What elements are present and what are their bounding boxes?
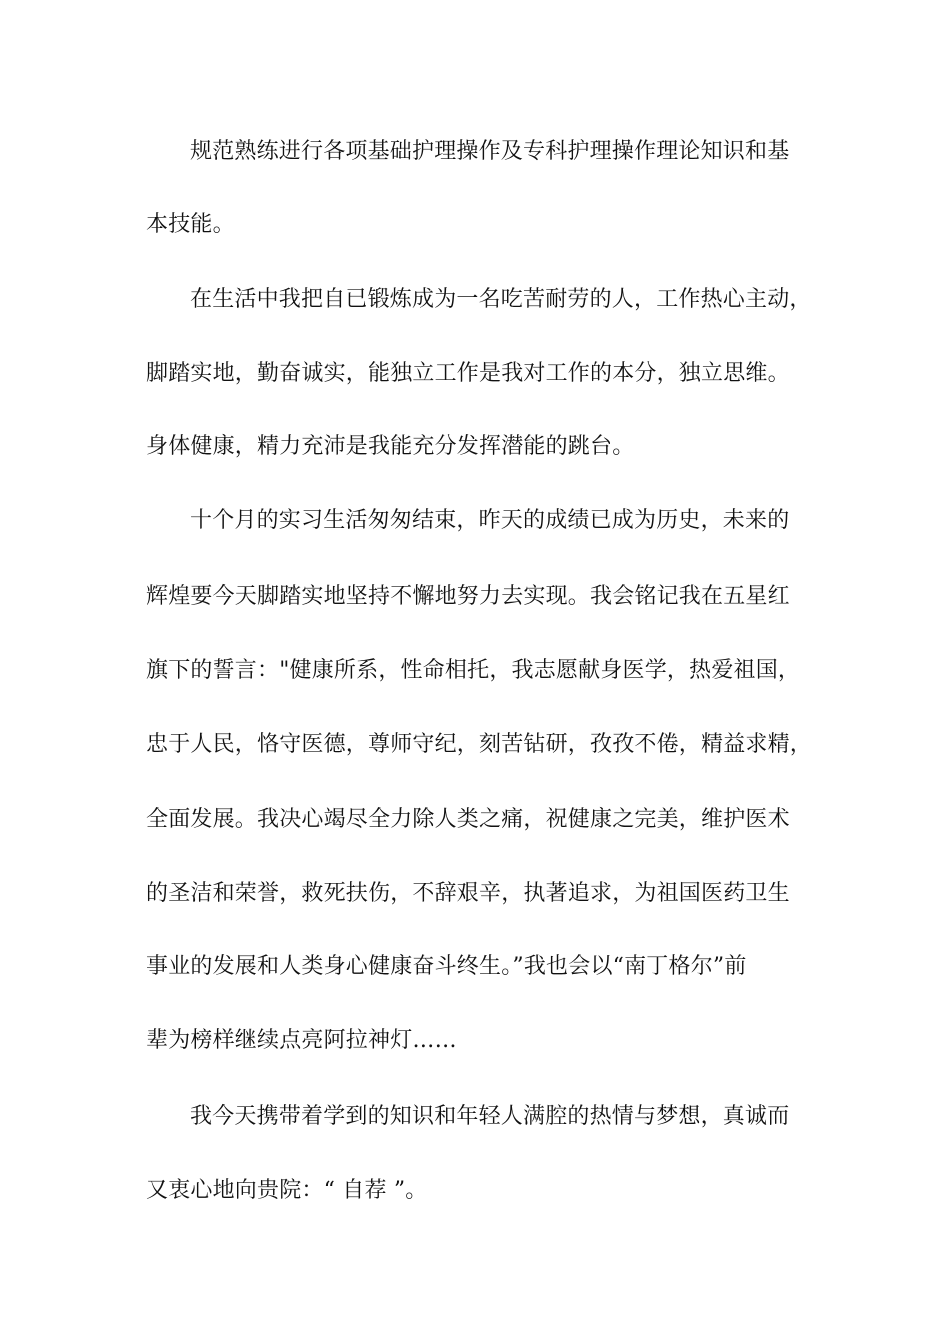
paragraph-2-line-2: 脚踏实地，勤奋诚实，能独立工作是我对工作的本分，独立思维。	[146, 361, 790, 386]
paragraph-3-line-8: 辈为榜样继续点亮阿拉神灯……	[146, 1028, 457, 1053]
paragraph-1-line-1: 规范熟练进行各项基础护理操作及专科护理操作理论知识和基	[190, 139, 790, 164]
paragraph-1-line-2: 本技能。	[146, 212, 235, 237]
paragraph-3-line-3: 旗下的誓言："健康所系，性命相托，我志愿献身医学，热爱祖国，	[146, 658, 801, 683]
paragraph-3-line-5: 全面发展。我决心竭尽全力除人类之痛，祝健康之完美，维护医术	[146, 807, 790, 832]
paragraph-3-line-7: 事业的发展和人类身心健康奋斗终生。”我也会以“南丁格尔”前	[146, 954, 747, 979]
paragraph-4-line-1: 我今天携带着学到的知识和年轻人满腔的热情与梦想，真诚而	[190, 1104, 790, 1129]
paragraph-2-line-1: 在生活中我把自已锻炼成为一名吃苦耐劳的人，工作热心主动，	[190, 287, 812, 312]
paragraph-3-line-6: 的圣洁和荣誉，救死扶伤，不辞艰辛，执著追求，为祖国医药卫生	[146, 881, 790, 906]
paragraph-3-line-4: 忠于人民，恪守医德，尊师守纪，刻苦钻研，孜孜不倦，精益求精，	[146, 732, 813, 757]
paragraph-3-line-1: 十个月的实习生活匆匆结束，昨天的成绩已成为历史，未来的	[190, 508, 790, 533]
paragraph-2-line-3: 身体健康，精力充沛是我能充分发挥潜能的跳台。	[146, 434, 635, 459]
paragraph-4-line-2: 又衷心地向贵院：“ 自荐 ”。	[146, 1178, 428, 1203]
paragraph-3-line-2: 辉煌要今天脚踏实地坚持不懈地努力去实现。我会铭记我在五星红	[146, 584, 790, 609]
